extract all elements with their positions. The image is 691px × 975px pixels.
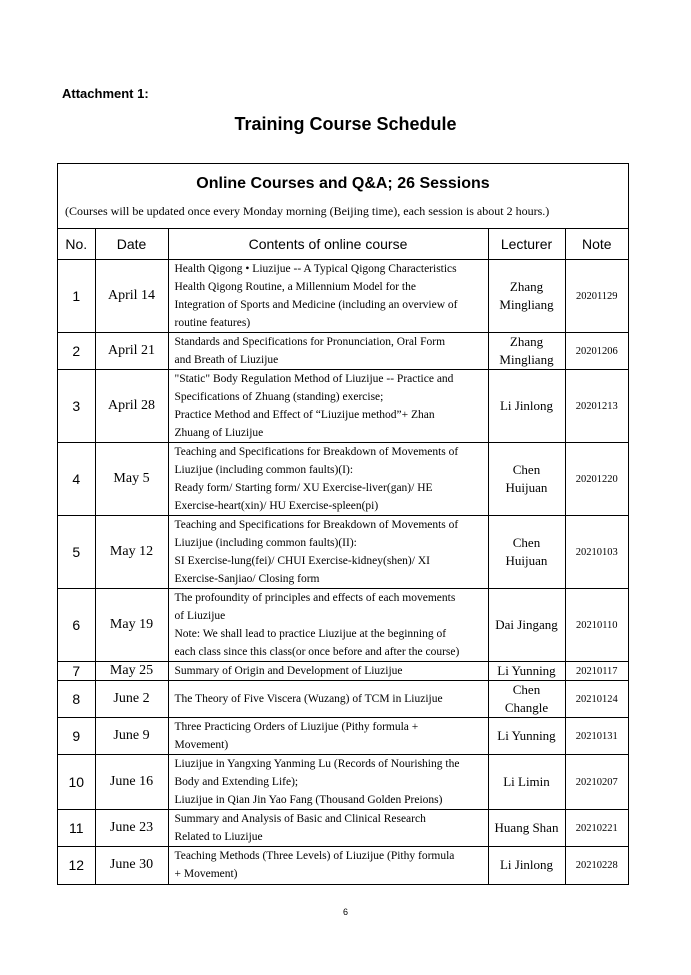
cell-lecturer	[488, 443, 565, 516]
content-line: The Theory of Five Viscera (Wuzang) of TCM in Liuzijue	[174, 693, 443, 705]
content-line: routine features)	[174, 317, 251, 329]
course-table	[58, 229, 628, 884]
cell-content	[168, 681, 488, 718]
cell-content	[168, 370, 488, 443]
cell-no: 9	[58, 718, 95, 755]
content-line: Zhuang of Liuzijue	[174, 427, 264, 439]
cell-date: June 23	[95, 810, 168, 847]
cell-note: 20201206	[565, 333, 628, 370]
cell-date: April 28	[95, 370, 168, 443]
lecturer-line: Dai Jingang	[495, 617, 558, 632]
cell-lecturer	[488, 718, 565, 755]
cell-lecturer	[488, 662, 565, 681]
content-line: and Breath of Liuzijue	[174, 354, 279, 366]
content-line: Practice Method and Effect of “Liuzijue method”+ Zhan	[174, 409, 435, 421]
lecturer-line: Li Limin	[503, 774, 550, 789]
table-row	[58, 260, 628, 333]
cell-no: 1	[58, 260, 95, 333]
content-line: "Static" Body Regulation Method of Liuzijue -- Practice and	[174, 373, 454, 385]
content-line: Movement)	[174, 739, 229, 751]
cell-content	[168, 589, 488, 662]
content-line: Specifications of Zhuang (standing) exercise;	[174, 391, 384, 403]
content-line: Exercise-Sanjiao/ Closing form	[174, 573, 320, 585]
lecturer-line: Zhang	[509, 279, 544, 294]
cell-date: June 30	[95, 847, 168, 884]
cell-note: 20210131	[565, 718, 628, 755]
cell-date: April 14	[95, 260, 168, 333]
cell-date: May 25	[95, 662, 168, 681]
cell-note: 20210117	[565, 662, 628, 681]
lecturer-line: Huang Shan	[494, 820, 559, 835]
lecturer-line: Li Yunning	[497, 728, 556, 743]
content-line: Note: We shall lead to practice Liuzijue at the beginning of	[174, 628, 447, 640]
cell-content	[168, 810, 488, 847]
cell-content	[168, 516, 488, 589]
cell-no: 7	[58, 662, 95, 681]
cell-note: 20201220	[565, 443, 628, 516]
table-caption	[58, 164, 628, 229]
cell-lecturer	[488, 810, 565, 847]
lecturer-line: Huijuan	[505, 480, 548, 495]
cell-content	[168, 443, 488, 516]
cell-no: 10	[58, 755, 95, 810]
cell-date: June 16	[95, 755, 168, 810]
cell-note: 20210221	[565, 810, 628, 847]
content-line: Teaching Methods (Three Levels) of Liuzijue (Pithy formula	[174, 850, 455, 863]
table-row	[58, 516, 628, 589]
cell-no: 6	[58, 589, 95, 662]
cell-no: 11	[58, 810, 95, 847]
content-line: Three Practicing Orders of Liuzijue (Pithy formula +	[174, 721, 419, 733]
cell-date: May 5	[95, 443, 168, 516]
cell-date: June 2	[95, 681, 168, 718]
content-line: Teaching and Specifications for Breakdown of Movements of	[174, 519, 459, 531]
cell-note: 20210228	[565, 847, 628, 884]
cell-content	[168, 718, 488, 755]
content-line: Related to Liuzijue	[174, 831, 263, 843]
header-note: Note	[565, 229, 628, 260]
content-line: Liuzijue (including common faults)(I):	[174, 464, 354, 476]
content-line: Liuzijue (including common faults)(II):	[174, 537, 357, 549]
cell-content	[168, 662, 488, 681]
cell-content	[168, 333, 488, 370]
cell-content	[168, 260, 488, 333]
content-line: Body and Extending Life);	[174, 776, 299, 788]
table-row	[58, 681, 628, 718]
header-row	[58, 229, 628, 260]
content-line: Liuzijue in Qian Jin Yao Fang (Thousand Golden Preions)	[174, 794, 443, 806]
lecturer-line: Mingliang	[499, 297, 554, 312]
content-line: Teaching and Specifications for Breakdown of Movements of	[174, 446, 459, 458]
cell-date: May 19	[95, 589, 168, 662]
lecturer-line: Changle	[504, 700, 549, 715]
table-row	[58, 847, 628, 884]
table-caption-title: Online Courses and Q&A; 26 Sessions	[196, 175, 490, 192]
content-line: Integration of Sports and Medicine (including an overview of	[174, 299, 458, 311]
table-row	[58, 810, 628, 847]
page-number: 6	[342, 907, 348, 917]
cell-lecturer	[488, 847, 565, 884]
content-line: + Movement)	[174, 868, 238, 881]
cell-date: June 9	[95, 718, 168, 755]
header-date: Date	[95, 229, 168, 260]
header-contents: Contents of online course	[168, 229, 488, 260]
lecturer-line: Li Yunning	[497, 663, 556, 678]
cell-note: 20201129	[565, 260, 628, 333]
lecturer-line: Zhang	[509, 334, 544, 349]
cell-lecturer	[488, 260, 565, 333]
cell-lecturer	[488, 755, 565, 810]
cell-date: May 12	[95, 516, 168, 589]
cell-content	[168, 847, 488, 884]
document-title: Training Course Schedule	[234, 114, 457, 134]
table-row	[58, 755, 628, 810]
table-row	[58, 443, 628, 516]
cell-note: 20210207	[565, 755, 628, 810]
cell-date: April 21	[95, 333, 168, 370]
table-row	[58, 333, 628, 370]
cell-note: 20210103	[565, 516, 628, 589]
lecturer-line: Mingliang	[499, 352, 554, 367]
cell-no: 12	[58, 847, 95, 884]
header-no: No.	[58, 229, 95, 260]
content-line: Liuzijue in Yangxing Yanming Lu (Records of Nourishing the	[174, 758, 460, 770]
cell-note: 20210110	[565, 589, 628, 662]
content-line: The profoundity of principles and effects of each movements	[174, 592, 456, 604]
cell-no: 5	[58, 516, 95, 589]
lecturer-line: Huijuan	[505, 553, 548, 568]
lecturer-line: Chen	[512, 682, 541, 697]
cell-lecturer	[488, 516, 565, 589]
cell-no: 2	[58, 333, 95, 370]
header-lecturer: Lecturer	[488, 229, 565, 260]
cell-content	[168, 755, 488, 810]
lecturer-line: Li Jinlong	[499, 398, 554, 413]
cell-lecturer	[488, 370, 565, 443]
cell-note: 20210124	[565, 681, 628, 718]
schedule-table	[57, 163, 629, 885]
lecturer-line: Li Jinlong	[499, 857, 554, 873]
content-line: Health Qigong Routine, a Millennium Model for the	[174, 281, 416, 293]
cell-lecturer	[488, 333, 565, 370]
content-line: Summary of Origin and Development of Liuzijue	[174, 665, 403, 677]
content-line: Standards and Specifications for Pronunciation, Oral Form	[174, 336, 446, 348]
cell-lecturer	[488, 681, 565, 718]
content-line: SI Exercise-lung(fei)/ CHUI Exercise-kidney(shen)/ XI	[174, 555, 430, 567]
content-line: of Liuzijue	[174, 610, 226, 622]
table-row	[58, 370, 628, 443]
content-line: Ready form/ Starting form/ XU Exercise-liver(gan)/ HE	[174, 482, 433, 494]
cell-no: 8	[58, 681, 95, 718]
cell-lecturer	[488, 589, 565, 662]
cell-no: 3	[58, 370, 95, 443]
cell-note: 20201213	[565, 370, 628, 443]
content-line: Health Qigong • Liuzijue -- A Typical Qigong Characteristics	[174, 263, 457, 275]
lecturer-line: Chen	[512, 535, 541, 550]
attachment-label: Attachment 1:	[62, 86, 149, 101]
content-line: each class since this class(or once before and after the course)	[174, 646, 460, 658]
table-row	[58, 662, 628, 681]
table-caption-note: (Courses will be updated once every Monday morning (Beijing time), each session is about 2 hours.)	[65, 204, 550, 218]
cell-no: 4	[58, 443, 95, 516]
table-row	[58, 718, 628, 755]
content-line: Exercise-heart(xin)/ HU Exercise-spleen(pi)	[174, 500, 379, 512]
lecturer-line: Chen	[512, 462, 541, 477]
content-line: Summary and Analysis of Basic and Clinical Research	[174, 813, 426, 825]
table-row	[58, 589, 628, 662]
